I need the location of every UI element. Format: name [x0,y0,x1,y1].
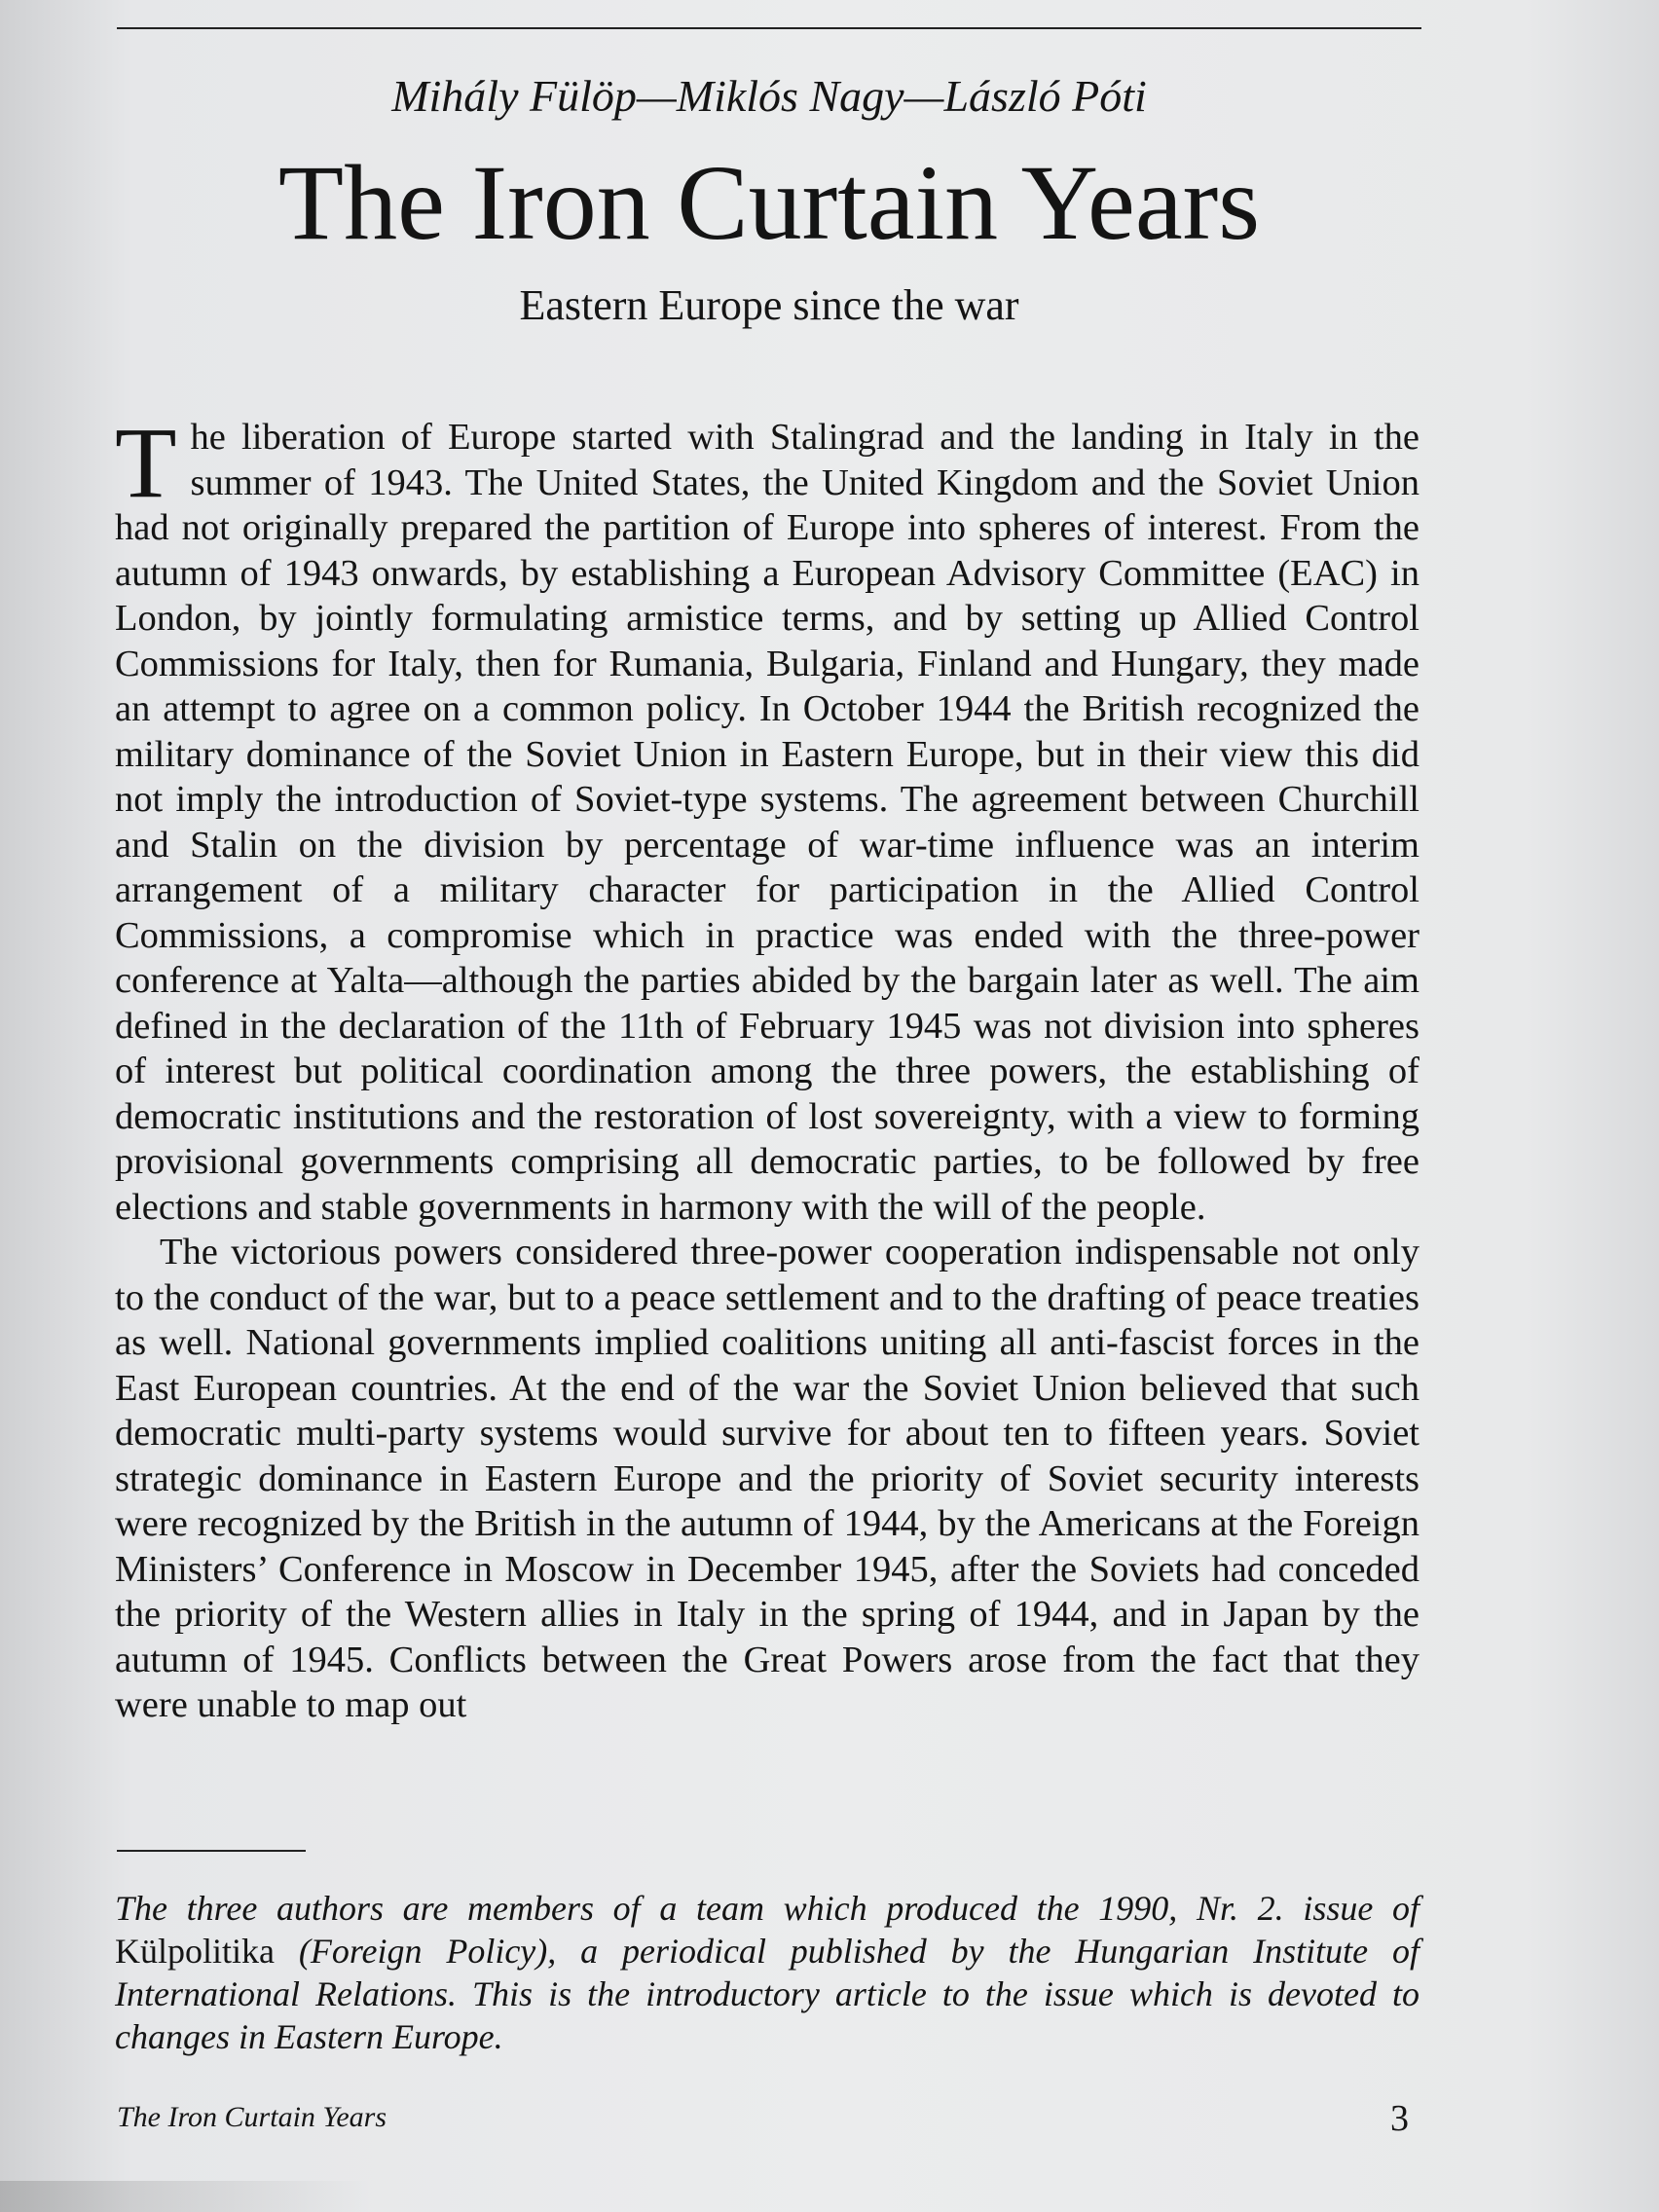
article-body [115,407,1419,1728]
footnote-journal-name: Külpolitika [115,1932,275,1971]
footnote-text-2: (Foreign Policy), a periodical published by the Hungarian Institute of International Relations. This is the introductory article to the issue which is devoted to changes in Eastern Europe. [115,1932,1419,2056]
top-rule [117,27,1421,29]
footnote [115,1887,1419,2058]
paragraph-2: The victorious powers considered three-power cooperation indispensable not only to the conduct of the war, but to a peace settlement and to the drafting of peace treaties as well. National governments implied coalitions uniting all anti-fascist forces in the East European countries. At the end of the war the Soviet Union believed that such democratic multi-party systems would survive for about ten to fifteen years. Soviet strategic dominance in Eastern Europe and the priority of Soviet security interests were recognized by the British in the autumn of 1944, by the Americans at the Foreign Ministers’ Conference in Moscow in December 1945, after the Soviets had conceded the priority of the Western allies in Italy in the spring of 1944, and in Japan by the autumn of 1945. Conflicts between the Great Powers arose from the fact that they were unable to map out [115,1232,1419,1725]
footnote-text-1: The three authors are members of a team which produced the 1990, Nr. 2. issue of [115,1889,1419,1928]
drop-cap: T [115,407,177,519]
article-authors: Mihály Fülöp—Miklós Nagy—László Póti [391,71,1147,121]
article-title: The Iron Curtain Years [277,143,1261,262]
paragraph-1 [115,407,1419,1230]
footnote-rule [117,1850,306,1852]
running-title: The Iron Curtain Years [117,2101,387,2133]
page-number: 3 [1390,2098,1409,2139]
article-subtitle: Eastern Europe since the war [519,281,1019,329]
paragraph-1-text: he liberation of Europe started with Stalingrad and the landing in Italy in the summer of 1943. The United States, the United Kingdom and the Soviet Union had not originally prepared the partition of Europe into spheres of interest. From the autumn of 1943 onwards, by establishing a European Advisory Committee (EAC) in London, by jointly formulating armistice terms, and by setting up Allied Control Commissions for Italy, then for Rumania, Bulgaria, Finland and Hungary, they made an attempt to agree on a common policy. In October 1944 the British recognized the military dominance of the Soviet Union in Eastern Europe, but in their view this did not imply the introduction of Soviet-type systems. The agreement between Churchill and Stalin on the division by percentage of war-time influence was an interim arrangement of a military character for participation in the Allied Control Commissions, a compromise which in practice was ended with the three-power conference at Yalta—although the parties abided by the bargain later as well. The aim defined in the declaration of the 11th of February 1945 was not division into spheres of interest but political coordination among the three powers, the establishing of democratic institutions and the restoration of lost sovereignty, with a view to forming provisional governments comprising all democratic parties, to be followed by free elections and stable governments in harmony with the will of the people. [115,417,1419,1228]
scan-watermark [0,2181,370,2212]
